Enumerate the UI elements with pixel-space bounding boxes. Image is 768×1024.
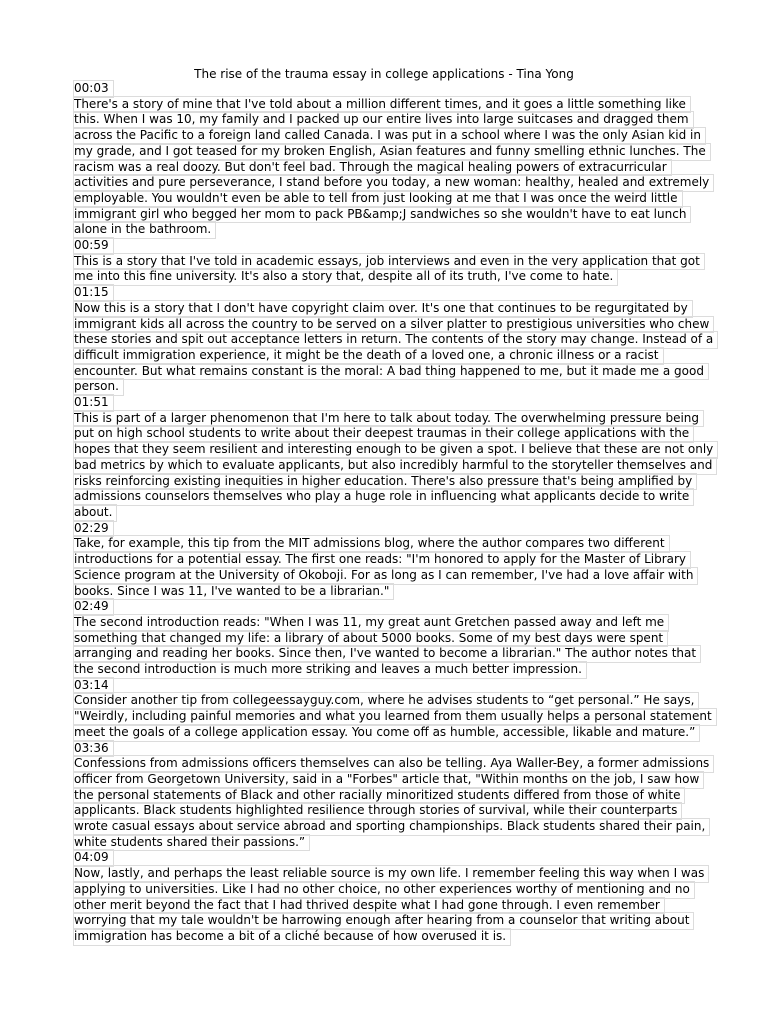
transcript-line: "Weirdly, including painful memories and what you learned from them usually helps a personal statement	[74, 709, 716, 725]
transcript-line: applying to universities. Like I had no other choice, no other experiences worthy of mentioning and no	[74, 882, 694, 898]
transcript-line: hopes that they seem resilient and interesting enough to be given a spot. I believe that these are not only	[74, 442, 717, 458]
transcript-line: across the Pacific to a foreign land called Canada. I was put in a school where I was the only Asian kid in	[74, 128, 705, 144]
transcript-line: officer from Georgetown University, said in a "Forbes" article that, "Within months on the job, I saw how	[74, 772, 703, 788]
transcript-line: activities and pure perseverance, I stand before you today, a new woman: healthy, healed and extremely	[74, 175, 713, 191]
transcript-line: my grade, and I got teased for my broken English, Asian features and funny smelling ethnic lunches. The	[74, 144, 710, 160]
transcript-line: Now, lastly, and perhaps the least reliable source is my own life. I remember feeling this way when I was	[74, 866, 708, 882]
transcript	[74, 81, 714, 945]
transcript-line: wrote casual essays about service abroad and sporting championships. Black students shared their pain,	[74, 819, 709, 835]
transcript-line: immigrant kids all across the country to be served on a silver platter to prestigious universities who chew	[74, 317, 713, 333]
transcript-line: admissions counselors themselves who play a huge role in influencing what applicants decide to write	[74, 489, 693, 505]
document-title: The rise of the trauma essay in college applications - Tina Yong	[194, 67, 574, 81]
transcript-line: Take, for example, this tip from the MIT admissions blog, where the author compares two different	[74, 536, 669, 552]
transcript-segment	[74, 740, 710, 851]
timestamp: 04:09	[74, 850, 113, 866]
timestamp: 02:49	[74, 599, 113, 615]
transcript-line: bad metrics by which to evaluate applicants, but also incredibly harmful to the storyteller themselves and	[74, 458, 716, 474]
transcript-line: Confessions from admissions officers themselves can also be telling. Aya Waller-Bey, a former admissions	[74, 756, 713, 772]
transcript-line: Now this is a story that I don't have copyright claim over. It's one that continues to be regurgitated by	[74, 301, 692, 317]
transcript-line: employable. You wouldn't even be able to tell from just looking at me that I was once the weird little	[74, 191, 682, 207]
timestamp: 03:36	[74, 741, 113, 757]
transcript-line: There's a story of mine that I've told about a million different times, and it goes a little something like	[74, 97, 690, 113]
timestamp: 00:03	[74, 81, 113, 97]
timestamp: 01:51	[74, 395, 113, 411]
transcript-line: Science program at the University of Okoboji. For as long as I can remember, I've had a love affair with	[74, 568, 697, 584]
transcript-line: This is a story that I've told in academic essays, job interviews and even in the very application that got	[74, 254, 704, 270]
transcript-line: the second introduction is much more striking and leaves a much better impression.	[74, 662, 586, 678]
transcript-line: these stories and spit out acceptance letters in return. The contents of the story may change. Instead of a	[74, 332, 717, 348]
transcript-line: immigrant girl who begged her mom to pack PB&amp;J sandwiches so she wouldn't have to eat lunch	[74, 207, 690, 223]
transcript-line: alone in the bathroom.	[74, 222, 215, 238]
transcript-line: something that changed my life: a library of about 5000 books. Some of my best days were spent	[74, 631, 667, 647]
transcript-line: introductions for a potential essay. The first one reads: "I'm honored to apply for the Master of Library	[74, 552, 690, 568]
transcript-line: this. When I was 10, my family and I packed up our entire lives into large suitcases and dragged them	[74, 112, 693, 128]
transcript-line: me into this fine university. It's also a story that, despite all of its truth, I've come to hate.	[74, 269, 617, 285]
transcript-segment	[74, 238, 698, 285]
transcript-line: the personal statements of Black and other racially minoritized students differed from those of white	[74, 788, 684, 804]
timestamp: 02:29	[74, 521, 113, 537]
transcript-line: This is part of a larger phenomenon that I'm here to talk about today. The overwhelming pressure being	[74, 411, 703, 427]
transcript-line: put on high school students to write about their deepest traumas in their college applications with the	[74, 426, 693, 442]
transcript-segment	[74, 521, 698, 600]
transcript-line: Consider another tip from collegeessayguy.com, where he advises students to “get personal.” He says,	[74, 693, 698, 709]
transcript-segment	[74, 81, 710, 238]
transcript-line: immigration has become a bit of a cliché because of how overused it is.	[74, 929, 510, 945]
transcript-segment	[74, 285, 714, 395]
transcript-line: white students shared their passions.”	[74, 835, 309, 851]
timestamp: 03:14	[74, 678, 113, 694]
transcript-line: The second introduction reads: "When I was 11, my great aunt Gretchen passed away and left me	[74, 615, 668, 631]
transcript-segment	[74, 395, 714, 521]
transcript-line: racism was a real doozy. But don't feel bad. Through the magical healing powers of extracurricular	[74, 160, 671, 176]
transcript-line: meet the goals of a college application essay. You come off as humble, accessible, likable and mature.”	[74, 725, 699, 741]
timestamp: 00:59	[74, 238, 113, 254]
transcript-line: difficult immigration experience, it might be the death of a loved one, a chronic illness or a racist	[74, 348, 663, 364]
transcript-line: books. Since I was 11, I've wanted to be a librarian."	[74, 584, 393, 600]
transcript-segment	[74, 599, 698, 678]
transcript-line: risks reinforcing existing inequities in higher education. There's also pressure that's being amplified by	[74, 474, 696, 490]
transcript-line: applicants. Black students highlighted resilience through stories of survival, while their counterparts	[74, 803, 681, 819]
transcript-line: about.	[74, 505, 116, 521]
transcript-line: other merit beyond the fact that I had thrived despite what I had gone through. I even remember	[74, 898, 664, 914]
transcript-segment	[74, 677, 712, 741]
transcript-line: person.	[74, 379, 123, 395]
transcript-line: encounter. But what remains constant is the moral: A bad thing happened to me, but it made me a good	[74, 364, 708, 380]
transcript-line: arranging and reading her books. Since then, I've wanted to become a librarian." The author notes that	[74, 646, 700, 662]
timestamp: 01:15	[74, 285, 113, 301]
transcript-segment	[74, 850, 705, 944]
transcript-line: worrying that my tale wouldn't be harrowing enough after hearing from a counselor that writing about	[74, 913, 693, 929]
